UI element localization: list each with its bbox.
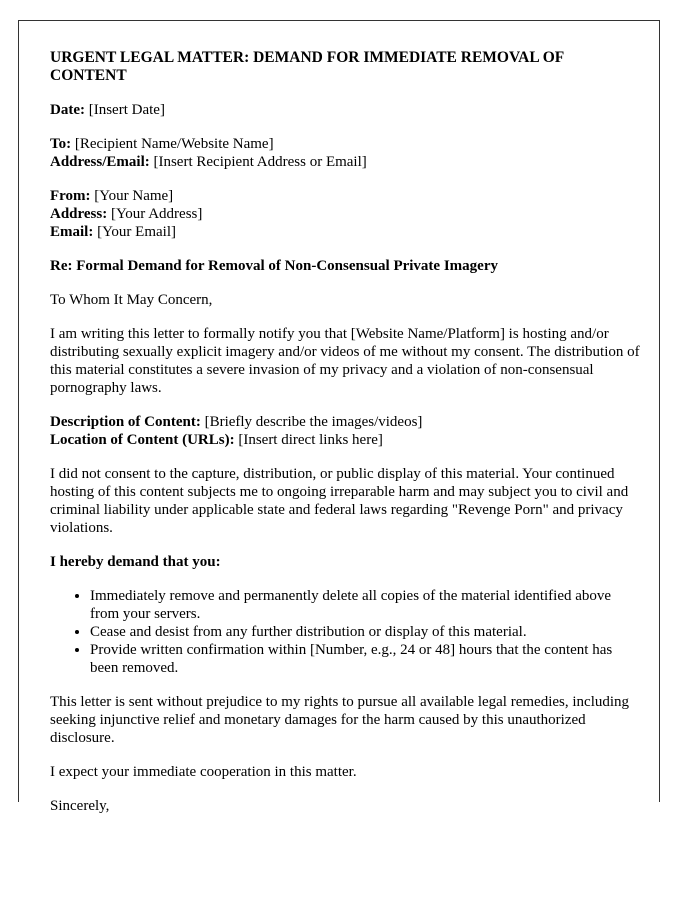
sender-block [50,187,640,241]
letter-content [50,49,640,815]
subject-line: Re: Formal Demand for Removal of Non-Consensual Private Imagery [50,258,498,274]
to-value: [Recipient Name/Website Name] [71,136,274,152]
salutation: To Whom It May Concern, [50,292,213,308]
from-address-label: Address: [50,206,108,222]
location-label: Location of Content (URLs): [50,432,235,448]
content-details-block [50,413,640,449]
to-address-label: Address/Email: [50,154,150,170]
description-label: Description of Content: [50,414,201,430]
paragraph-liability: I did not consent to the capture, distribution, or public display of this material. Your continued hosting of this content subjects me to ongoing irreparable harm and may subject you to civil and criminal liability under applicable state and federal laws regarding "Revenge Porn" and privacy violations. [50,466,629,536]
letter-page [18,20,660,814]
letter-title: URGENT LEGAL MATTER: DEMAND FOR IMMEDIATE REMOVAL OF CONTENT [50,49,564,84]
recipient-line [50,135,640,153]
sender-email-line [50,223,640,241]
from-value: [Your Name] [90,188,174,204]
recipient-block [50,135,640,171]
from-address-value: [Your Address] [107,206,203,222]
date-label: Date: [50,102,85,118]
demand-list [50,587,640,677]
date-value: [Insert Date] [84,102,165,118]
from-label: From: [50,188,91,204]
demand-item-remove: • Immediately remove and permanently delete all copies of the material identified above from your servers. [90,587,640,623]
recipient-address-line [50,153,640,171]
demand-heading: I hereby demand that you: [50,554,221,570]
date-line [50,101,640,119]
paragraph-without-prejudice: This letter is sent without prejudice to my rights to pursue all available legal remedies, including seeking injunctive relief and monetary damages for the harm caused by this unauthorized disclosure. [50,694,630,746]
to-address-value: [Insert Recipient Address or Email] [149,154,367,170]
paragraph-notification: I am writing this letter to formally notify you that [Website Name/Platform] is hosting and/or distributing sexually explicit imagery and/or videos of me without my consent. The distribution of this material constitutes a severe invasion of my privacy and a violation of non-consensual pornography laws. [50,326,640,396]
sender-address-line [50,205,640,223]
location-value: [Insert direct links here] [234,432,383,448]
sender-name-line [50,187,640,205]
description-value: [Briefly describe the images/videos] [200,414,423,430]
paragraph-cooperation: I expect your immediate cooperation in this matter. [50,764,357,780]
from-email-value: [Your Email] [93,224,176,240]
from-email-label: Email: [50,224,94,240]
location-line [50,431,640,449]
demand-item-confirm: • Provide written confirmation within [Number, e.g., 24 or 48] hours that the content has been removed. [90,641,640,677]
closing: Sincerely, [50,798,110,814]
demand-item-cease: • Cease and desist from any further distribution or display of this material. [90,623,640,641]
description-line [50,413,640,431]
to-label: To: [50,136,72,152]
